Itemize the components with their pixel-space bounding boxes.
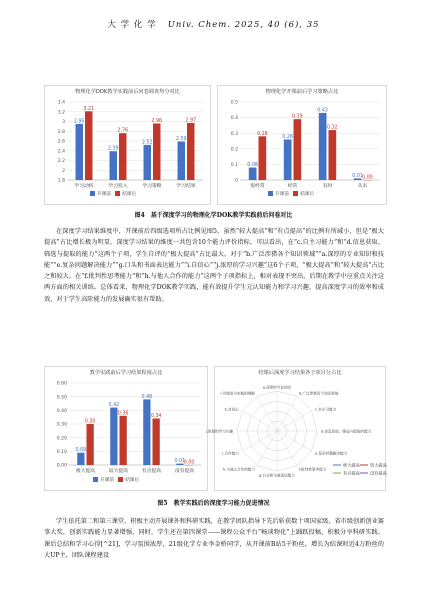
x-tick-label: 极大提高	[75, 469, 96, 474]
bar	[110, 408, 117, 465]
chart-1-title: 物理化学DOK教学实践前后问卷调查均分对比	[75, 89, 180, 95]
bar	[153, 123, 160, 180]
running-header	[0, 18, 427, 30]
x-tick-label: 有点提高	[141, 469, 162, 474]
chart-3-svg	[45, 367, 207, 490]
chart-1-legend	[90, 191, 136, 197]
x-tick-label: 学习动机	[74, 184, 94, 189]
y-tick-label: 0.30	[56, 422, 67, 428]
legend-label: 结课后	[122, 192, 136, 197]
data-label: 0.30	[84, 419, 96, 425]
radar-axis-label: b.广泛涉猎各个知识领域	[299, 391, 339, 396]
data-label: 2.96	[151, 118, 163, 124]
x-tick-label: 经常	[287, 184, 298, 189]
radar-axis-label: e.复杂问题解决能力	[315, 451, 348, 456]
data-label: 0.00	[183, 460, 195, 466]
bar	[329, 130, 337, 180]
y-tick-label: 1.8	[57, 178, 65, 184]
data-label: 0.34	[150, 414, 162, 420]
legend-swatch	[293, 191, 298, 196]
x-tick-label: 从未	[357, 184, 368, 189]
data-label: 0.48	[141, 394, 153, 400]
chart-2-svg	[218, 86, 386, 204]
data-label: 0.00	[362, 175, 373, 181]
legend-label: 结课后	[300, 192, 314, 197]
chart-1-svg	[45, 86, 210, 204]
chart-2	[217, 85, 387, 205]
bar	[319, 113, 327, 180]
legend-label: 较大提高	[370, 462, 387, 468]
figure-4-caption: 图4 基于深度学习的物理化学DOK教学实践前后问卷对比	[134, 212, 293, 219]
legend-swatch	[93, 477, 98, 482]
data-label: 0.28	[257, 131, 268, 137]
y-tick-label: 2.8	[57, 129, 65, 135]
radar-axis-label: i.合作能力	[222, 451, 239, 456]
y-tick-label: 0.00	[56, 463, 67, 469]
radar-axis-label: j.浓厚的学习兴趣	[205, 429, 233, 434]
data-label: 2.97	[185, 118, 197, 124]
bar	[110, 151, 117, 180]
radar-axis-label: g.口头和书面表达能力	[259, 473, 295, 478]
legend-label: 开课前	[275, 192, 289, 197]
x-tick-label: 学习策略	[142, 184, 162, 189]
y-tick-label: 2	[62, 168, 65, 174]
y-tick-label: 0.40	[56, 408, 67, 414]
figure-5-caption: 图5 教学实践后的深度学习能力促进情况	[157, 500, 270, 507]
bar	[187, 123, 194, 180]
radar-axis-label: k.自信心	[224, 407, 239, 412]
y-tick-label: 0.20	[56, 436, 67, 442]
data-label: 0.08	[247, 163, 258, 169]
paragraph-2	[44, 516, 384, 561]
chart-1	[44, 85, 211, 205]
radar-axis-label: d.信息获取、筛选与提取的能力	[321, 429, 372, 434]
data-label: 0.43	[317, 108, 328, 114]
chart-4-svg	[205, 367, 387, 490]
x-tick-label: 有时	[322, 184, 333, 189]
y-tick-label: 3.4	[57, 100, 65, 106]
x-tick-label: 较大提高	[108, 469, 129, 474]
x-tick-label: 学习投入	[108, 184, 128, 189]
bar	[249, 168, 257, 180]
data-label: 2.59	[175, 136, 187, 142]
legend-swatch	[118, 477, 123, 482]
data-label: 2.95	[73, 119, 85, 125]
bar	[284, 139, 292, 180]
bar	[294, 119, 302, 180]
chart-2-legend	[268, 191, 314, 197]
bar	[153, 419, 160, 465]
chart-3-legend	[93, 477, 139, 483]
data-label: 0.39	[292, 114, 303, 120]
radar-axis-label: c.自主习能力	[315, 407, 337, 412]
radar-axis-label: a.深度的专业知识	[262, 385, 292, 390]
y-tick-label: 0.5	[230, 100, 238, 106]
bar	[77, 453, 84, 465]
data-label: 0.42	[108, 403, 120, 409]
legend-label: 有点提高	[343, 470, 360, 476]
y-tick-label: 2.2	[57, 159, 65, 165]
y-tick-label: 0.10	[56, 449, 67, 455]
chart-4-title: 结课后深度学习结果各子项目分占比	[258, 370, 342, 376]
y-tick-label: 2.4	[57, 149, 65, 155]
data-label: 2.52	[141, 140, 153, 146]
legend-label: 开课前	[100, 478, 114, 483]
y-tick-label: 0.3	[230, 131, 238, 137]
y-tick-label: 0.4	[230, 116, 238, 122]
bar	[85, 111, 92, 180]
chart-4	[205, 366, 387, 491]
data-label: 0.32	[327, 125, 338, 131]
legend-swatch	[90, 191, 95, 196]
data-label: 0.36	[117, 411, 129, 417]
data-label: 2.39	[107, 146, 119, 152]
paragraph-2-text: 学生依托第二和第三课堂，积极主动开展课外和科研实践，在教学团队指导下先后斩获数十项国家级、省市级创新创业赛事大奖，创新实践能力显著增强，同时，学生还在第四课堂——课程公众平台“畅谈物化”上踊跃投稿，积极分享科研实践、课后总结和学习心得[^21]，学习氛围浓厚，21级化学专业李金桥同学，从开课前B站5千粉丝，增长为结课时近4万粉丝的大UP主，团队课程建设	[44, 518, 384, 559]
bar	[143, 399, 150, 465]
y-tick-label: 0	[235, 178, 238, 184]
y-tick-label: 0.60	[56, 381, 67, 387]
legend-swatch	[115, 191, 120, 196]
y-tick-label: 3	[62, 120, 65, 126]
bar	[87, 424, 94, 465]
chart-2-title: 物理化学开课前后学习策略占比	[265, 89, 339, 95]
chart-3	[44, 366, 208, 491]
x-tick-label: 学习结果	[176, 184, 196, 189]
y-tick-label: 0.50	[56, 395, 67, 401]
paragraph-1-text: 在深度学习结果维度中，开课前后四级选项所占比例见图5。虽然“较大提高”和“有点提高”的比例有所减小，但是“极大提高”占比增长极为明显，深度学习结果的维度一共包含10个能力评价指标，可以看出，在“c.自主习能力”和“d.信息获取、筛选与提取的能力”这两个子项，学生自评的“极大提高”占比最大。对于“b.广泛涉猎各个知识领域”“a.深厚的专业知识和技能”“e.复杂问题解决能力”“g.口头和书面表达能力”“i.自信心”“j.浓厚的学习兴趣”这6个子项，“极大提高”和“较大提高”占比之和较大。在“f.批判性思考能力”和“h.与他人合作的能力”这两个子项指标上，相对表现不突出，后期在教学中应重点关注这两方面的相关训练。总体看来，物理化学DOK教学实践，能有效提升学生元认知能力和学习兴趣，提高深度学习的效率和成效，对于学生高阶能力的发展确实很有帮助。	[44, 228, 384, 303]
bar	[144, 145, 151, 180]
data-label: 3.21	[83, 106, 95, 112]
legend-label: 极大提高	[343, 462, 360, 468]
data-label: 2.76	[117, 128, 129, 134]
radar-axis-label: f.批判性思考能力	[299, 467, 327, 472]
y-tick-label: 0.1	[230, 163, 238, 168]
legend-label: 开课前	[97, 192, 111, 197]
y-tick-label: 3.2	[57, 110, 65, 116]
bar	[76, 124, 83, 180]
radar-axis-label: l.对理论与实践的理解	[220, 391, 255, 396]
y-tick-label: 2.6	[57, 139, 65, 145]
bar	[259, 136, 267, 180]
y-tick-label: 0.2	[230, 147, 238, 153]
x-tick-label: 没有提高	[174, 469, 195, 474]
bar	[119, 133, 126, 180]
journal-citation: Univ. Chem. 2025, 40 (6), 35	[167, 20, 320, 30]
data-label: 0.01	[352, 173, 363, 179]
bar	[120, 416, 127, 465]
chart-3-title: 教学实践前后学习结果程度占比	[89, 370, 163, 376]
data-label: 0.01	[174, 459, 186, 465]
paragraph-1	[44, 226, 384, 305]
data-label: 0.26	[282, 134, 293, 140]
legend-label: 结课后	[125, 478, 139, 483]
legend-swatch	[268, 191, 273, 196]
journal-name: 大 学 化 学	[107, 20, 157, 30]
radar-axis-label: h.与他人合作的能力	[222, 467, 255, 472]
x-tick-label: 很经常	[250, 184, 265, 189]
data-label: 0.09	[75, 448, 87, 454]
bar	[178, 141, 185, 180]
legend-label: 没有提高	[370, 470, 387, 476]
